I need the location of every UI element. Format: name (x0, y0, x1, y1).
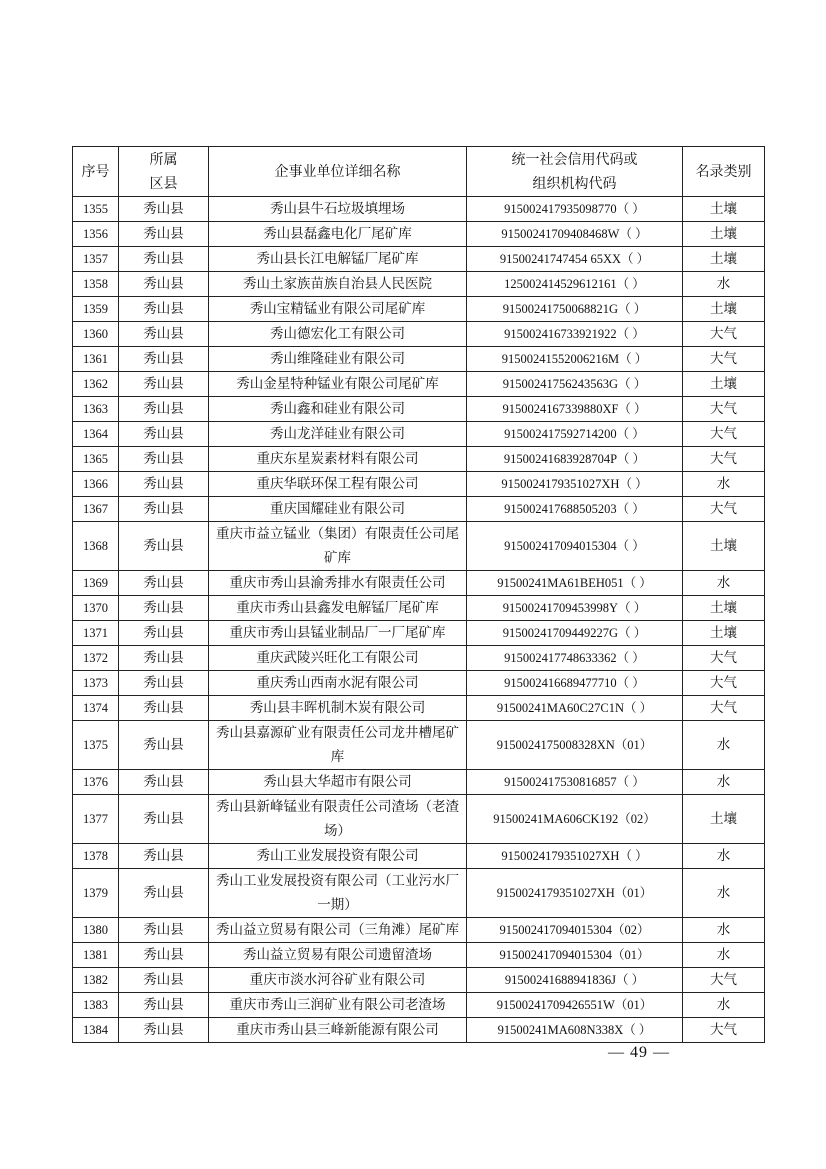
cell-category: 土壤 (683, 596, 765, 621)
cell-seq: 1377 (73, 795, 119, 844)
cell-seq: 1371 (73, 621, 119, 646)
header-district (119, 147, 209, 197)
table-row (73, 297, 765, 322)
table-body (73, 197, 765, 1043)
cell-district: 秀山县 (119, 943, 209, 968)
table-row (73, 795, 765, 844)
cell-category: 土壤 (683, 247, 765, 272)
cell-code: 915002417094015304（02） (467, 918, 683, 943)
cell-category: 大气 (683, 347, 765, 372)
cell-district: 秀山县 (119, 721, 209, 770)
cell-name: 秀山县磊鑫电化厂尾矿库 (209, 222, 467, 247)
table-row (73, 571, 765, 596)
cell-name: 重庆国耀硅业有限公司 (209, 497, 467, 522)
cell-category: 水 (683, 943, 765, 968)
cell-district: 秀山县 (119, 447, 209, 472)
cell-code: 915002417530816857（ ） (467, 770, 683, 795)
cell-code: 91500241709449227G（ ） (467, 621, 683, 646)
cell-code: 125002414529612161（ ） (467, 272, 683, 297)
cell-seq: 1357 (73, 247, 119, 272)
cell-category: 土壤 (683, 621, 765, 646)
cell-code: 91500241MA60C27C1N（ ） (467, 696, 683, 721)
cell-category: 大气 (683, 646, 765, 671)
header-name: 企事业单位详细名称 (209, 147, 467, 197)
cell-name: 秀山县丰晖机制木炭有限公司 (209, 696, 467, 721)
cell-seq: 1360 (73, 322, 119, 347)
cell-category: 水 (683, 770, 765, 795)
table-row (73, 721, 765, 770)
cell-code: 915002417094015304（ ） (467, 522, 683, 571)
header-code-line2: 组织机构代码 (532, 175, 617, 192)
cell-category: 大气 (683, 1018, 765, 1043)
cell-name: 重庆市秀山县锰业制品厂一厂尾矿库 (209, 621, 467, 646)
cell-name: 重庆市秀山县鑫发电解锰厂尾矿库 (209, 596, 467, 621)
cell-code: 915002417592714200（ ） (467, 422, 683, 447)
cell-seq: 1373 (73, 671, 119, 696)
table-row (73, 646, 765, 671)
cell-category: 大气 (683, 968, 765, 993)
cell-code: 915002417935098770（ ） (467, 197, 683, 222)
cell-district: 秀山县 (119, 696, 209, 721)
cell-seq: 1362 (73, 372, 119, 397)
header-category: 名录类别 (683, 147, 765, 197)
cell-seq: 1382 (73, 968, 119, 993)
header-code (467, 147, 683, 197)
cell-name: 秀山维隆硅业有限公司 (209, 347, 467, 372)
cell-district: 秀山县 (119, 646, 209, 671)
cell-name: 重庆武陵兴旺化工有限公司 (209, 646, 467, 671)
cell-name: 秀山县长江电解锰厂尾矿库 (209, 247, 467, 272)
cell-category: 水 (683, 918, 765, 943)
table-row (73, 596, 765, 621)
table-row (73, 347, 765, 372)
cell-seq: 1381 (73, 943, 119, 968)
cell-seq: 1383 (73, 993, 119, 1018)
cell-name: 秀山工业发展投资有限公司（工业污水厂一期） (209, 869, 467, 918)
cell-seq: 1358 (73, 272, 119, 297)
cell-name: 重庆市秀山县三峰新能源有限公司 (209, 1018, 467, 1043)
cell-code: 91500241MA606CK192（02） (467, 795, 683, 844)
cell-category: 水 (683, 844, 765, 869)
page-number: — 49 — (608, 1044, 670, 1061)
table-row (73, 447, 765, 472)
cell-name: 秀山县牛石垃圾填埋场 (209, 197, 467, 222)
cell-district: 秀山县 (119, 197, 209, 222)
cell-category: 大气 (683, 671, 765, 696)
cell-name: 秀山益立贸易有限公司（三角滩）尾矿库 (209, 918, 467, 943)
table-row (73, 621, 765, 646)
cell-district: 秀山县 (119, 671, 209, 696)
cell-code: 915002416733921922（ ） (467, 322, 683, 347)
cell-category: 水 (683, 571, 765, 596)
cell-seq: 1366 (73, 472, 119, 497)
cell-district: 秀山县 (119, 571, 209, 596)
cell-name: 秀山土家族苗族自治县人民医院 (209, 272, 467, 297)
cell-category: 大气 (683, 422, 765, 447)
table-row (73, 272, 765, 297)
cell-code: 91500241709426551W（01） (467, 993, 683, 1018)
table-row (73, 869, 765, 918)
cell-name: 秀山宝精锰业有限公司尾矿库 (209, 297, 467, 322)
cell-code: 91500241552006216M（ ） (467, 347, 683, 372)
cell-code: 91500241756243563G（ ） (467, 372, 683, 397)
cell-name: 秀山德宏化工有限公司 (209, 322, 467, 347)
cell-category: 土壤 (683, 297, 765, 322)
cell-seq: 1372 (73, 646, 119, 671)
table-row (73, 197, 765, 222)
cell-category: 水 (683, 993, 765, 1018)
cell-seq: 1355 (73, 197, 119, 222)
cell-district: 秀山县 (119, 770, 209, 795)
cell-code: 915002417748633362（ ） (467, 646, 683, 671)
header-code-line1: 统一社会信用代码或 (511, 151, 638, 168)
cell-district: 秀山县 (119, 497, 209, 522)
cell-code: 9150024179351027XH（ ） (467, 472, 683, 497)
cell-district: 秀山县 (119, 397, 209, 422)
cell-district: 秀山县 (119, 795, 209, 844)
cell-district: 秀山县 (119, 621, 209, 646)
cell-category: 水 (683, 272, 765, 297)
cell-code: 915002416689477710（ ） (467, 671, 683, 696)
cell-district: 秀山县 (119, 968, 209, 993)
cell-code: 91500241750068821G（ ） (467, 297, 683, 322)
table-row (73, 422, 765, 447)
cell-category: 土壤 (683, 795, 765, 844)
cell-district: 秀山县 (119, 222, 209, 247)
cell-category: 土壤 (683, 222, 765, 247)
table-row (73, 918, 765, 943)
cell-district: 秀山县 (119, 869, 209, 918)
table-row (73, 247, 765, 272)
cell-seq: 1374 (73, 696, 119, 721)
cell-category: 土壤 (683, 522, 765, 571)
cell-seq: 1356 (73, 222, 119, 247)
cell-district: 秀山县 (119, 596, 209, 621)
enterprise-list-table (72, 146, 765, 1043)
cell-district: 秀山县 (119, 522, 209, 571)
cell-seq: 1378 (73, 844, 119, 869)
cell-district: 秀山县 (119, 372, 209, 397)
table-row (73, 497, 765, 522)
cell-code: 915002417094015304（01） (467, 943, 683, 968)
table-row (73, 671, 765, 696)
cell-name: 秀山工业发展投资有限公司 (209, 844, 467, 869)
cell-seq: 1359 (73, 297, 119, 322)
cell-district: 秀山县 (119, 844, 209, 869)
cell-district: 秀山县 (119, 422, 209, 447)
cell-name: 秀山龙洋硅业有限公司 (209, 422, 467, 447)
cell-seq: 1375 (73, 721, 119, 770)
cell-category: 土壤 (683, 197, 765, 222)
cell-seq: 1384 (73, 1018, 119, 1043)
table-row (73, 696, 765, 721)
cell-name: 秀山鑫和硅业有限公司 (209, 397, 467, 422)
cell-name: 秀山金星特种锰业有限公司尾矿库 (209, 372, 467, 397)
cell-district: 秀山县 (119, 272, 209, 297)
table-row (73, 993, 765, 1018)
cell-district: 秀山县 (119, 1018, 209, 1043)
cell-category: 水 (683, 472, 765, 497)
table-row (73, 372, 765, 397)
cell-district: 秀山县 (119, 297, 209, 322)
cell-code: 9150024167339880XF（ ） (467, 397, 683, 422)
cell-seq: 1369 (73, 571, 119, 596)
cell-name: 秀山县大华超市有限公司 (209, 770, 467, 795)
cell-code: 91500241747454 65XX（ ） (467, 247, 683, 272)
cell-code: 91500241688941836J（ ） (467, 968, 683, 993)
table-row (73, 322, 765, 347)
cell-category: 大气 (683, 447, 765, 472)
cell-seq: 1363 (73, 397, 119, 422)
cell-name: 秀山县嘉源矿业有限责任公司龙井槽尾矿库 (209, 721, 467, 770)
cell-seq: 1361 (73, 347, 119, 372)
cell-district: 秀山县 (119, 247, 209, 272)
cell-name: 重庆市秀山县渝秀排水有限责任公司 (209, 571, 467, 596)
cell-name: 重庆市淡水河谷矿业有限公司 (209, 968, 467, 993)
cell-district: 秀山县 (119, 918, 209, 943)
cell-code: 915002417688505203（ ） (467, 497, 683, 522)
cell-category: 大气 (683, 322, 765, 347)
cell-district: 秀山县 (119, 322, 209, 347)
cell-district: 秀山县 (119, 472, 209, 497)
header-district-line1: 所属 (149, 151, 178, 168)
table-header-row (73, 147, 765, 197)
cell-district: 秀山县 (119, 993, 209, 1018)
table-row (73, 472, 765, 497)
cell-code: 91500241709453998Y（ ） (467, 596, 683, 621)
table-row (73, 968, 765, 993)
cell-code: 9150024175008328XN（01） (467, 721, 683, 770)
table-row (73, 397, 765, 422)
cell-code: 91500241MA608N338X（ ） (467, 1018, 683, 1043)
table-row (73, 943, 765, 968)
cell-seq: 1376 (73, 770, 119, 795)
cell-category: 大气 (683, 696, 765, 721)
cell-name: 重庆市秀山三润矿业有限公司老渣场 (209, 993, 467, 1018)
cell-name: 重庆秀山西南水泥有限公司 (209, 671, 467, 696)
cell-category: 水 (683, 869, 765, 918)
cell-category: 大气 (683, 397, 765, 422)
cell-district: 秀山县 (119, 347, 209, 372)
cell-seq: 1364 (73, 422, 119, 447)
cell-category: 大气 (683, 497, 765, 522)
table-row (73, 770, 765, 795)
cell-seq: 1380 (73, 918, 119, 943)
cell-category: 水 (683, 721, 765, 770)
cell-seq: 1379 (73, 869, 119, 918)
cell-category: 土壤 (683, 372, 765, 397)
cell-code: 9150024179351027XH（01） (467, 869, 683, 918)
table-row (73, 522, 765, 571)
cell-seq: 1368 (73, 522, 119, 571)
cell-name: 重庆华联环保工程有限公司 (209, 472, 467, 497)
table-row (73, 1018, 765, 1043)
table-row (73, 222, 765, 247)
cell-code: 91500241709408468W（ ） (467, 222, 683, 247)
cell-name: 重庆东星炭素材料有限公司 (209, 447, 467, 472)
cell-name: 秀山县新峰锰业有限责任公司渣场（老渣场） (209, 795, 467, 844)
cell-code: 91500241MA61BEH051（ ） (467, 571, 683, 596)
cell-code: 9150024179351027XH（ ） (467, 844, 683, 869)
header-seq: 序号 (73, 147, 119, 197)
cell-seq: 1365 (73, 447, 119, 472)
cell-seq: 1367 (73, 497, 119, 522)
cell-seq: 1370 (73, 596, 119, 621)
cell-name: 秀山益立贸易有限公司遗留渣场 (209, 943, 467, 968)
header-district-line2: 区县 (149, 175, 178, 192)
cell-name: 重庆市益立锰业（集团）有限责任公司尾矿库 (209, 522, 467, 571)
table-row (73, 844, 765, 869)
cell-code: 91500241683928704P（ ） (467, 447, 683, 472)
